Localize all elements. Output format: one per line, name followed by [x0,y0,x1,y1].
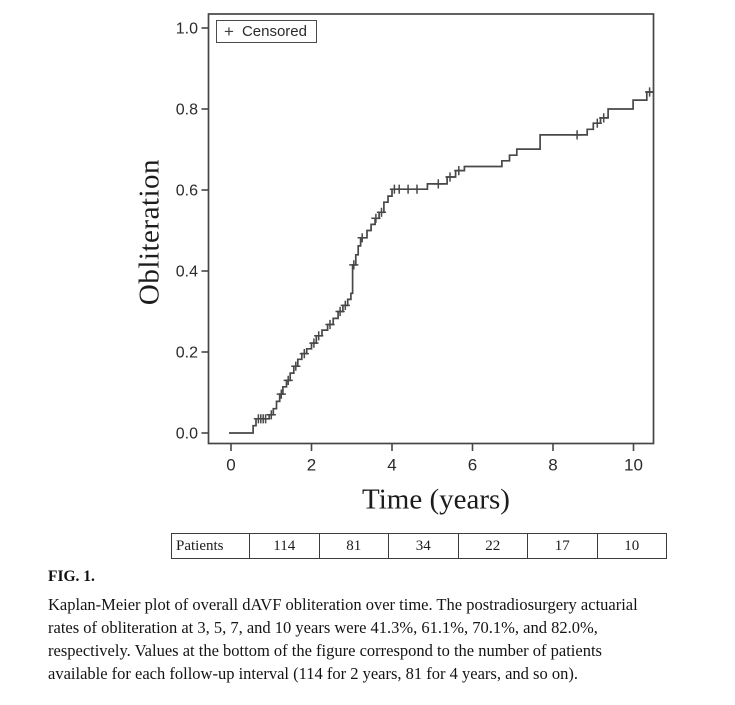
svg-text:1.0: 1.0 [175,20,198,38]
y-axis-title: Obliteration [133,158,166,306]
caption-line: Kaplan-Meier plot of overall dAVF obliteration over time. The postradiosurgery actuarial [48,595,638,614]
patients-count-cell: 81 [319,534,389,558]
svg-text:0.2: 0.2 [175,344,198,362]
figure-caption [48,568,718,685]
svg-text:0.8: 0.8 [175,101,198,119]
caption-line: available for each follow-up interval (114 for 2 years, 81 for 4 years, and so on). [48,664,578,683]
svg-text:0.4: 0.4 [175,263,198,281]
patients-count-cell: 34 [388,534,458,558]
patients-header-cell: Patients [176,537,224,554]
patients-count-cell: 17 [527,534,597,558]
svg-text:4: 4 [387,455,397,475]
figure-label: FIG. 1. [48,568,95,585]
svg-text:0.6: 0.6 [175,182,198,200]
svg-text:0.0: 0.0 [175,425,198,443]
svg-text:6: 6 [467,455,478,475]
svg-text:0: 0 [226,455,236,475]
svg-text:8: 8 [548,455,558,475]
patients-count-cell: 10 [597,534,667,558]
svg-text:10: 10 [624,455,643,475]
patients-table [171,533,667,559]
patients-count-cell: 22 [458,534,528,558]
legend-label: Censored [241,22,307,40]
x-axis-title: Time (years) [362,483,510,516]
svg-text:2: 2 [306,455,317,475]
censored-plus-icon: + [224,21,234,41]
patients-count-cell: 114 [249,534,319,558]
legend-censored [216,20,317,43]
caption-line: rates of obliteration at 3, 5, 7, and 10 years were 41.3%, 61.1%, 70.1%, and 82.0%, [48,618,598,637]
caption-line: respectively. Values at the bottom of the figure correspond to the number of patients [48,641,602,660]
